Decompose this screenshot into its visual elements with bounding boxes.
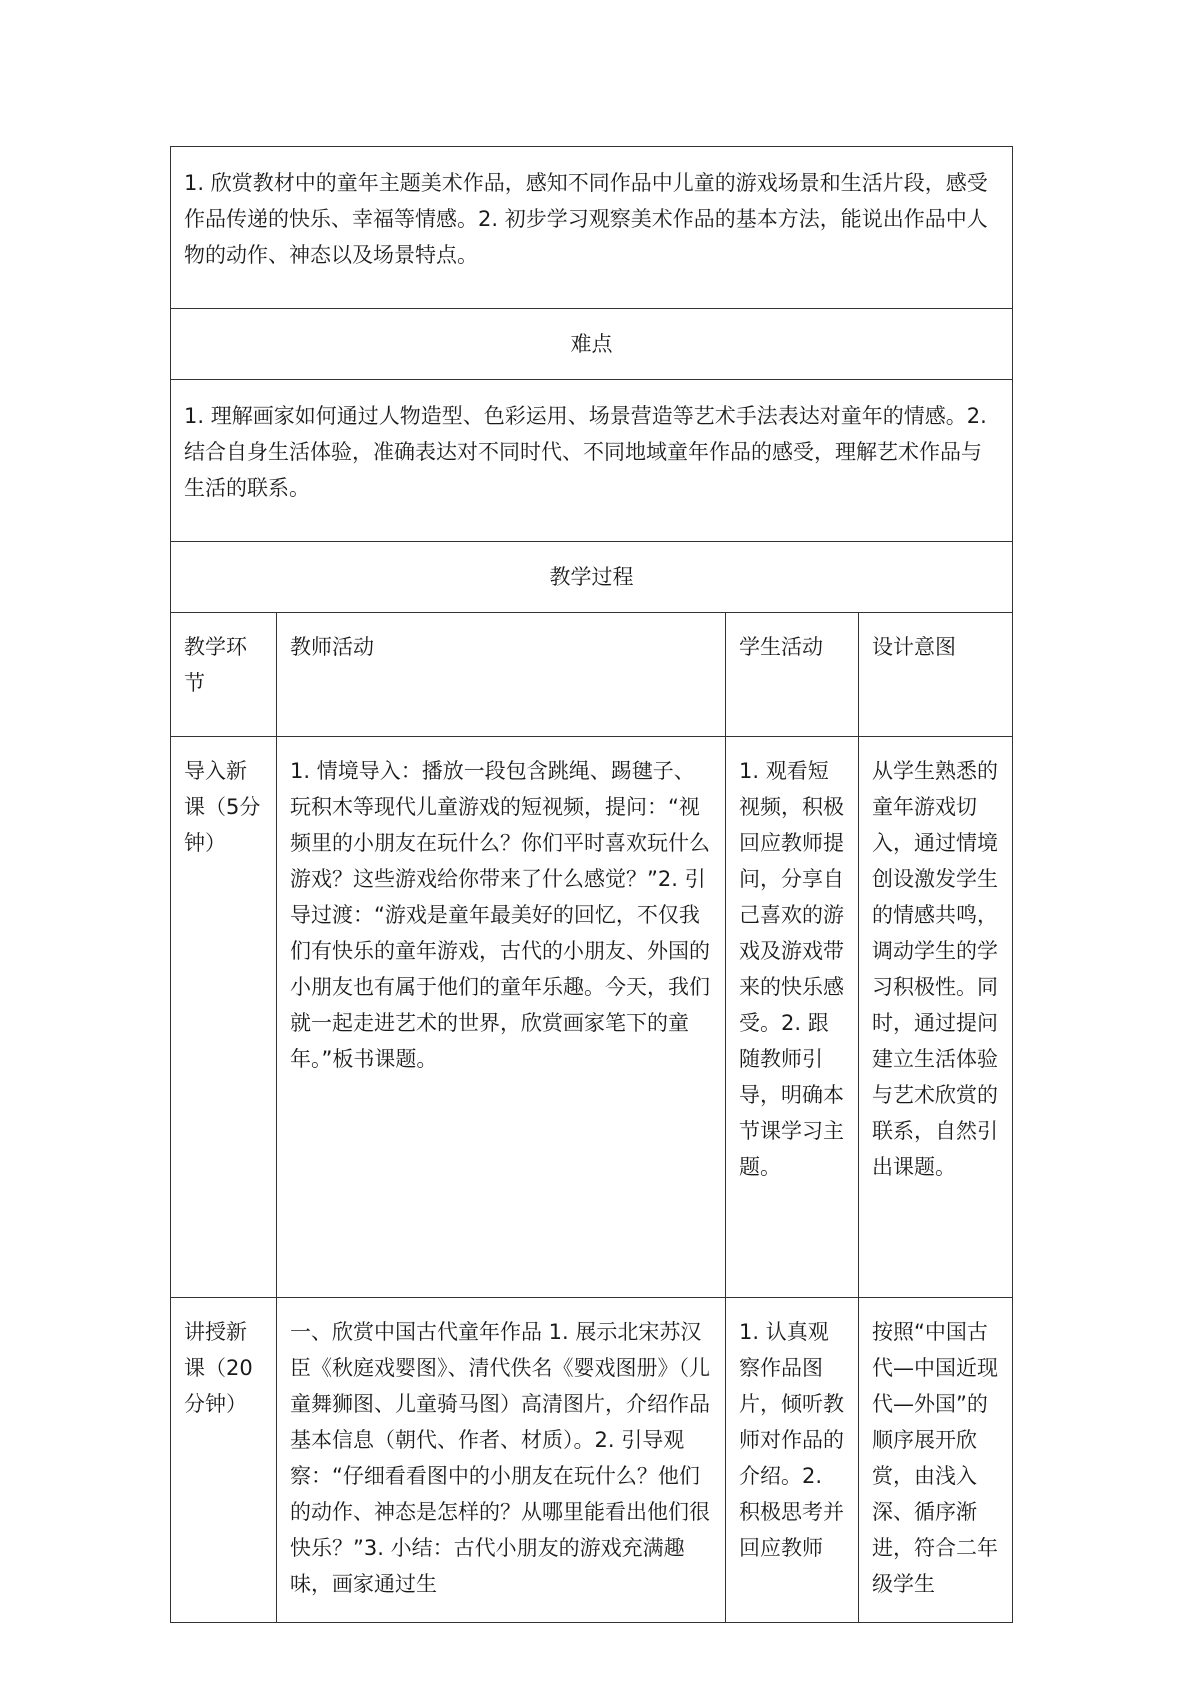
process-heading: 教学过程: [171, 542, 1013, 613]
column-header-student: 学生活动: [726, 613, 859, 737]
design-intent-cell: [859, 1298, 1013, 1623]
process-heading-row: [171, 542, 1013, 613]
difficulty-heading-row: [171, 309, 1013, 380]
teacher-activity-text: 一、欣赏中国古代童年作品 1. 展示北宋苏汉臣《秋庭戏婴图》、清代佚名《婴戏图册》（儿童舞狮图、儿童骑马图）高清图片，介绍作品基本信息（朝代、作者、材质）。2. 引导观察：“仔细看看图中的小朋友在玩什么？他们的动作、神态是怎样的？从哪里能看出他们很快乐？”3. 小结：古代小朋友的游戏充满趣味，画家通过生: [290, 1320, 710, 1596]
stage-text: 讲授新课（20分钟）: [184, 1320, 253, 1416]
student-activity-cell: [726, 1298, 859, 1623]
objectives-text: 1. 欣赏教材中的童年主题美术作品，感知不同作品中儿童的游戏场景和生活片段，感受作品传递的快乐、幸福等情感。2. 初步学习观察美术作品的基本方法，能说出作品中人物的动作、神态以及场景特点。: [171, 147, 1013, 309]
difficulty-row: [171, 380, 1013, 542]
design-intent-cell: 从学生熟悉的童年游戏切入，通过情境创设激发学生的情感共鸣，调动学生的学习积极性。同时，通过提问建立生活体验与艺术欣赏的联系，自然引出课题。: [859, 737, 1013, 1298]
column-header-stage: 教学环节: [171, 613, 277, 737]
difficulty-heading: 难点: [171, 309, 1013, 380]
table-row: [171, 1298, 1013, 1623]
teacher-activity-cell: 1. 情境导入：播放一段包含跳绳、踢毽子、玩积木等现代儿童游戏的短视频，提问：“视频里的小朋友在玩什么？你们平时喜欢玩什么游戏？这些游戏给你带来了什么感觉？”2. 引导过渡：“游戏是童年最美好的回忆，不仅我们有快乐的童年游戏，古代的小朋友、外国的小朋友也有属于他们的童年乐趣。今天，我们就一起走进艺术的世界，欣赏画家笔下的童年。”板书课题。: [277, 737, 726, 1298]
student-activity-cell: 1. 观看短视频，积极回应教师提问，分享自己喜欢的游戏及游戏带来的快乐感受。2. 跟随教师引导，明确本节课学习主题。: [726, 737, 859, 1298]
stage-cell: [171, 1298, 277, 1623]
lesson-plan-table: [170, 146, 1013, 1623]
column-header-intent: 设计意图: [859, 613, 1013, 737]
teacher-activity-cell: [277, 1298, 726, 1623]
objectives-row: [171, 147, 1013, 309]
design-intent-text: 按照“中国古代—中国近现代—外国”的顺序展开欣赏，由浅入深、循序渐进，符合二年级学生: [872, 1320, 998, 1596]
table-row: [171, 737, 1013, 1298]
column-header-row: [171, 613, 1013, 737]
column-header-teacher: 教师活动: [277, 613, 726, 737]
difficulty-text: 1. 理解画家如何通过人物造型、色彩运用、场景营造等艺术手法表达对童年的情感。2. 结合自身生活体验，准确表达对不同时代、不同地域童年作品的感受，理解艺术作品与生活的联系。: [171, 380, 1013, 542]
student-activity-text: 1. 认真观察作品图片，倾听教师对作品的介绍。2. 积极思考并回应教师: [739, 1320, 844, 1560]
stage-cell: 导入新课（5分钟）: [171, 737, 277, 1298]
